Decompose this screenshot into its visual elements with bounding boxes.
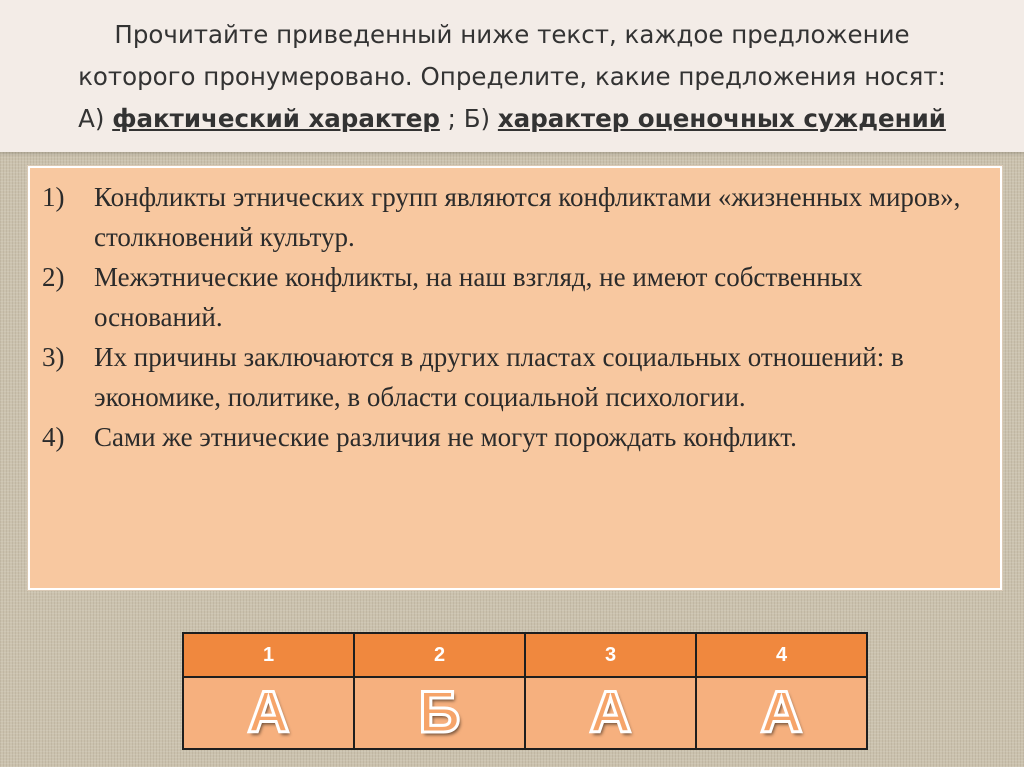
answer-letter: А [247,680,290,745]
answer-cell-1 [184,678,353,748]
answer-cell-2 [355,678,524,748]
answer-cell-4 [697,678,866,748]
statement-item [42,417,982,457]
statement-item [42,177,982,257]
statement-number: 3) [42,342,65,372]
answer-letter: А [760,680,803,745]
task-instructions [0,14,1024,140]
instruction-line-1: Прочитайте приведенный ниже текст, каждое предложение [114,20,910,49]
statement-text: Их причины заключаются в других пластах социальных отношений: в экономике, политике, в области социальной психологии. [94,342,904,412]
statement-number: 1) [42,182,65,212]
answer-header-4: 4 [697,634,866,676]
option-a-prefix: А) [78,104,113,133]
statement-text: Сами же этнические различия не могут порождать конфликт. [94,422,797,452]
answer-header-3: 3 [526,634,695,676]
instruction-line-2: которого пронумеровано. Определите, какие предложения носят: [78,62,946,91]
statement-number: 2) [42,262,65,292]
statement-item [42,337,982,417]
answer-header-2: 2 [355,634,524,676]
answer-header-1: 1 [184,634,353,676]
statements-list [42,177,982,457]
task-header [0,0,1024,152]
answer-cell-3 [526,678,695,748]
statement-number: 4) [42,422,65,452]
option-b-label: характер оценочных суждений [497,104,946,133]
statement-text: Конфликты этнических групп являются конфликтами «жизненных миров», столкновений культур. [94,182,961,252]
statement-text: Межэтнические конфликты, на наш взгляд, не имеют собственных оснований. [94,262,863,332]
statement-item [42,257,982,337]
option-a-label: фактический характер [112,104,440,133]
answer-letter: Б [418,680,461,745]
statements-box [28,166,1002,590]
answer-table [182,632,868,750]
instruction-line-3 [0,98,1024,140]
option-b-prefix: ; Б) [439,104,498,133]
answer-letter: А [589,680,632,745]
